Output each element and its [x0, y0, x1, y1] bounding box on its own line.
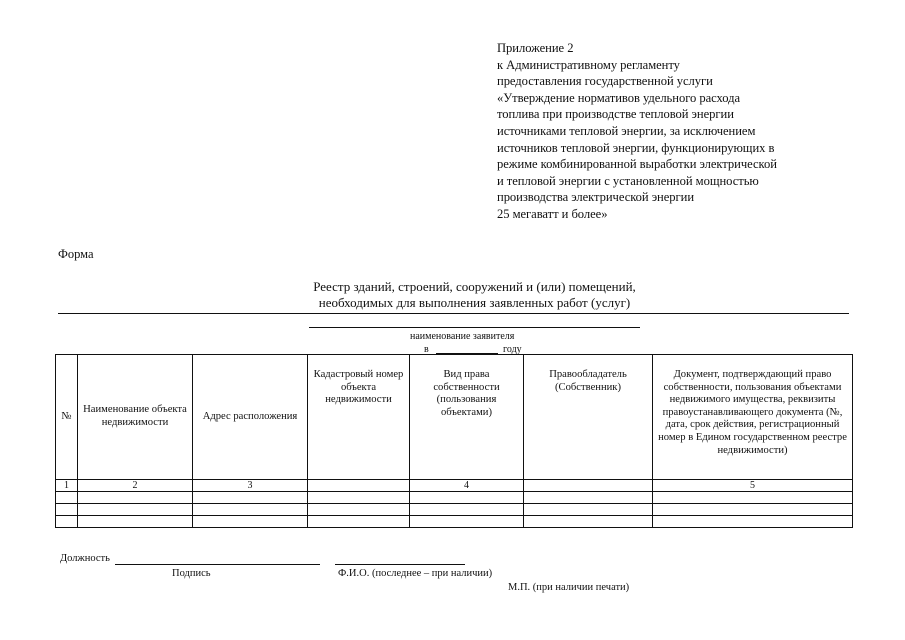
- header-address: Адрес расположения: [193, 355, 308, 480]
- table-header-row: [56, 355, 853, 480]
- appendix-line: источников тепловой энергии, функционирующих в: [497, 140, 775, 155]
- appendix-line: «Утверждение нормативов удельного расхода: [497, 90, 741, 105]
- table-cell[interactable]: [56, 492, 78, 504]
- table-row: [56, 504, 853, 516]
- table-cell[interactable]: [193, 516, 308, 528]
- table-cell[interactable]: [193, 492, 308, 504]
- appendix-line: источниками тепловой энергии, за исключением: [497, 123, 756, 138]
- table-cell[interactable]: [56, 516, 78, 528]
- header-document: Документ, подтверждающий право собственности, пользования объектами недвижимого имущества, реквизиты правоустанавливающего документа (№, дата, срок действия, регистрационный номер в Едином государственном реестре недвижимости): [653, 355, 853, 480]
- header-cadastral-number: Кадастровый номер объекта недвижимости: [308, 355, 410, 480]
- table-cell[interactable]: [410, 516, 524, 528]
- column-number: 5: [653, 480, 853, 492]
- appendix-line: предоставления государственной услуги: [497, 74, 713, 89]
- appendix-line: топлива при производстве тепловой энергии: [497, 107, 734, 122]
- form-label: Форма: [58, 247, 94, 261]
- appendix-header: [497, 40, 877, 223]
- year-prefix: в: [424, 344, 429, 355]
- table-cell[interactable]: [653, 504, 853, 516]
- appendix-line: 25 мегаватт и более»: [497, 206, 608, 221]
- table-cell[interactable]: [524, 516, 653, 528]
- document-title-line2: необходимых для выполнения заявленных работ (услуг): [318, 295, 631, 310]
- column-number: 3: [193, 480, 308, 492]
- title-underline: [58, 313, 849, 314]
- table-cell[interactable]: [78, 492, 193, 504]
- name-caption: Ф.И.О. (последнее – при наличии): [338, 568, 493, 579]
- column-number: 2: [78, 480, 193, 492]
- column-number: 1: [56, 480, 78, 492]
- column-number: 4: [410, 480, 524, 492]
- table-cell[interactable]: [524, 504, 653, 516]
- appendix-line: производства электрической энергии: [497, 190, 695, 205]
- position-label: Должность: [60, 553, 110, 564]
- registry-table: [55, 354, 853, 528]
- appendix-line: к Административному регламенту: [497, 57, 680, 72]
- header-object-name: Наименование объекта недвижимости: [78, 355, 193, 480]
- table-row: [56, 492, 853, 504]
- table-cell[interactable]: [308, 504, 410, 516]
- header-owner: Правообладатель (Собственник): [524, 355, 653, 480]
- table-number-row: [56, 480, 853, 492]
- table-cell[interactable]: [410, 504, 524, 516]
- header-number: №: [56, 355, 78, 480]
- table-cell[interactable]: [193, 504, 308, 516]
- table-cell[interactable]: [308, 492, 410, 504]
- appendix-line: и тепловой энергии с установленной мощностью: [497, 173, 759, 188]
- table-cell[interactable]: [308, 516, 410, 528]
- column-number: [524, 480, 653, 492]
- applicant-caption: наименование заявителя: [410, 331, 515, 342]
- table-cell[interactable]: [410, 492, 524, 504]
- table-cell[interactable]: [653, 516, 853, 528]
- table-cell[interactable]: [56, 504, 78, 516]
- position-sign-line[interactable]: [115, 564, 320, 565]
- table-cell[interactable]: [524, 492, 653, 504]
- stamp-caption: М.П. (при наличии печати): [508, 582, 630, 593]
- table-cell[interactable]: [653, 492, 853, 504]
- appendix-line: Приложение 2: [497, 41, 574, 55]
- applicant-name-line[interactable]: [309, 327, 640, 328]
- year-suffix: году: [503, 344, 522, 355]
- sign-caption: Подпись: [172, 568, 211, 579]
- table-cell[interactable]: [78, 516, 193, 528]
- name-line[interactable]: [335, 564, 465, 565]
- column-number: [308, 480, 410, 492]
- header-ownership-type: Вид права собственности (пользования объектами): [410, 355, 524, 480]
- appendix-line: режиме комбинированной выработки электрической: [497, 157, 777, 172]
- table-row: [56, 516, 853, 528]
- table-cell[interactable]: [78, 504, 193, 516]
- document-title-line1: Реестр зданий, строений, сооружений и (или) помещений,: [313, 279, 636, 294]
